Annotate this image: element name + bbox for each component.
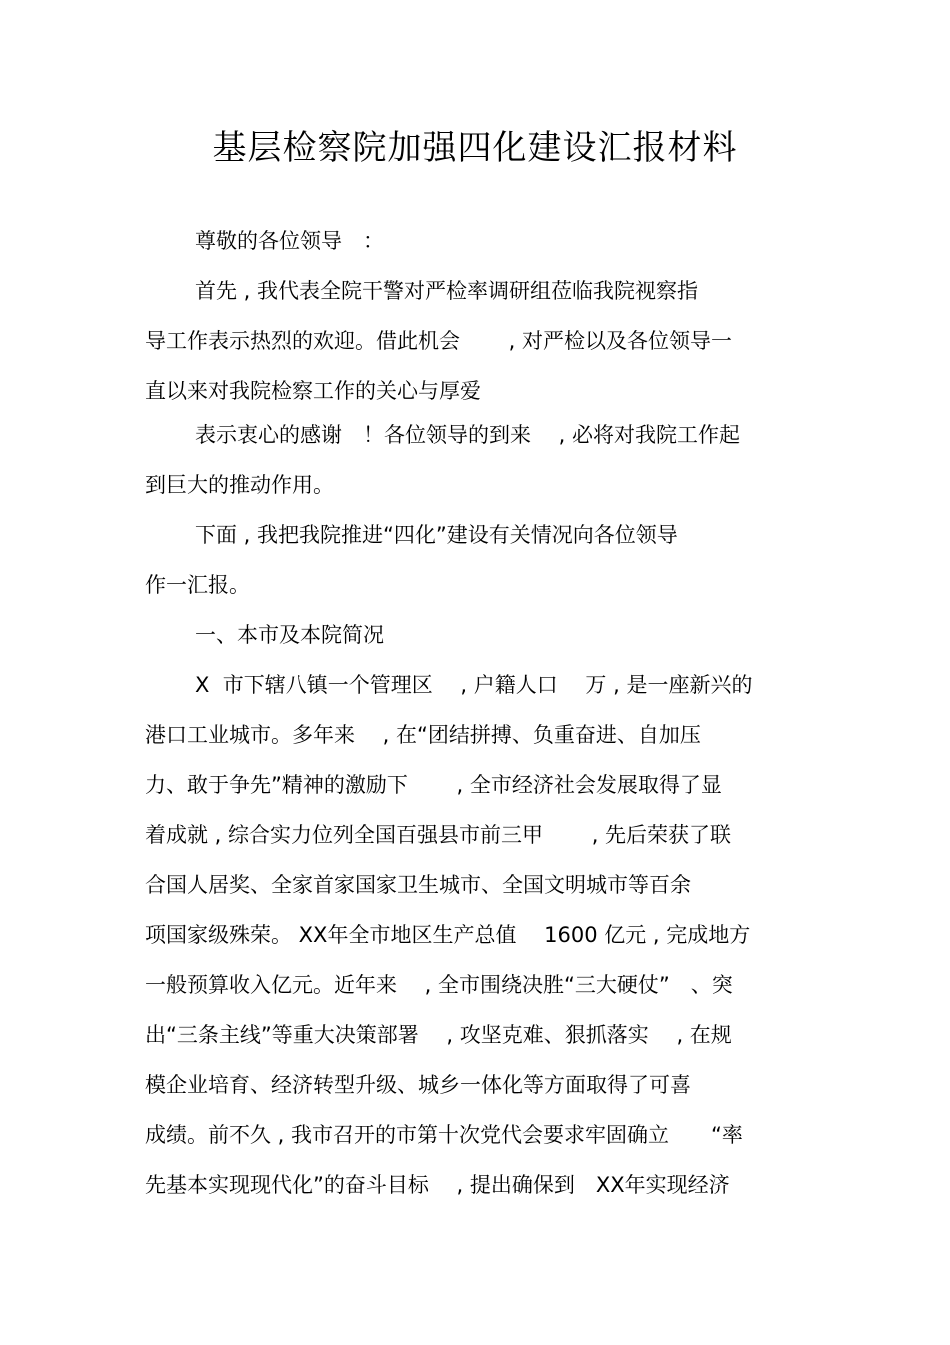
text-line: 港口工业城市。多年来 , 在“团结拼搏、负重奋进、自加压 bbox=[145, 723, 701, 747]
text-line: 力、敢于争先”精神的激励下 , 全市经济社会发展取得了显 bbox=[145, 773, 722, 797]
document-title: 基层检察院加强四化建设汇报材料 bbox=[212, 128, 738, 168]
document-body bbox=[145, 226, 825, 1220]
text-line: 先基本实现现代化”的奋斗目标 , 提出确保到 XX年实现经济 bbox=[145, 1173, 730, 1197]
text-line: 直以来对我院检察工作的关心与厚爱 bbox=[145, 379, 481, 403]
text-line: 合国人居奖、全家首家国家卫生城市、全国文明城市等百余 bbox=[145, 873, 691, 897]
text-line: 导工作表示热烈的欢迎。借此机会 , 对严检以及各位领导一 bbox=[145, 329, 733, 353]
text-line: X 市下辖八镇一个管理区 , 户籍人口 万 , 是一座新兴的 bbox=[195, 673, 753, 697]
text-line: 到巨大的推动作用。 bbox=[145, 473, 334, 497]
text-line: 成绩。前不久 , 我市召开的市第十次党代会要求牢固确立 “率 bbox=[145, 1123, 743, 1147]
text-line: 表示衷心的感谢 ！各位领导的到来 , 必将对我院工作起 bbox=[195, 423, 741, 447]
text-line: 下面 , 我把我院推进“四化”建设有关情况向各位领导 bbox=[195, 523, 678, 547]
text-line: 着成就 , 综合实力位列全国百强县市前三甲 , 先后荣获了联 bbox=[145, 823, 732, 847]
text-line: 出“三条主线”等重大决策部署 , 攻坚克难、狠抓落实 , 在规 bbox=[145, 1023, 732, 1047]
text-line: 首先 , 我代表全院干警对严检率调研组莅临我院视察指 bbox=[195, 279, 699, 303]
text-line: 作一汇报。 bbox=[145, 573, 250, 597]
text-line: 尊敬的各位领导 ： bbox=[195, 229, 384, 253]
text-line: 项国家级殊荣。 XX年全市地区生产总值 1600 亿元 , 完成地方 bbox=[145, 923, 751, 947]
section-heading: 一、本市及本院简况 bbox=[195, 623, 384, 647]
text-line: 模企业培育、经济转型升级、城乡一体化等方面取得了可喜 bbox=[145, 1073, 691, 1097]
text-line: 一般预算收入亿元。近年来 , 全市围绕决胜“三大硬仗” 、突 bbox=[145, 973, 733, 997]
